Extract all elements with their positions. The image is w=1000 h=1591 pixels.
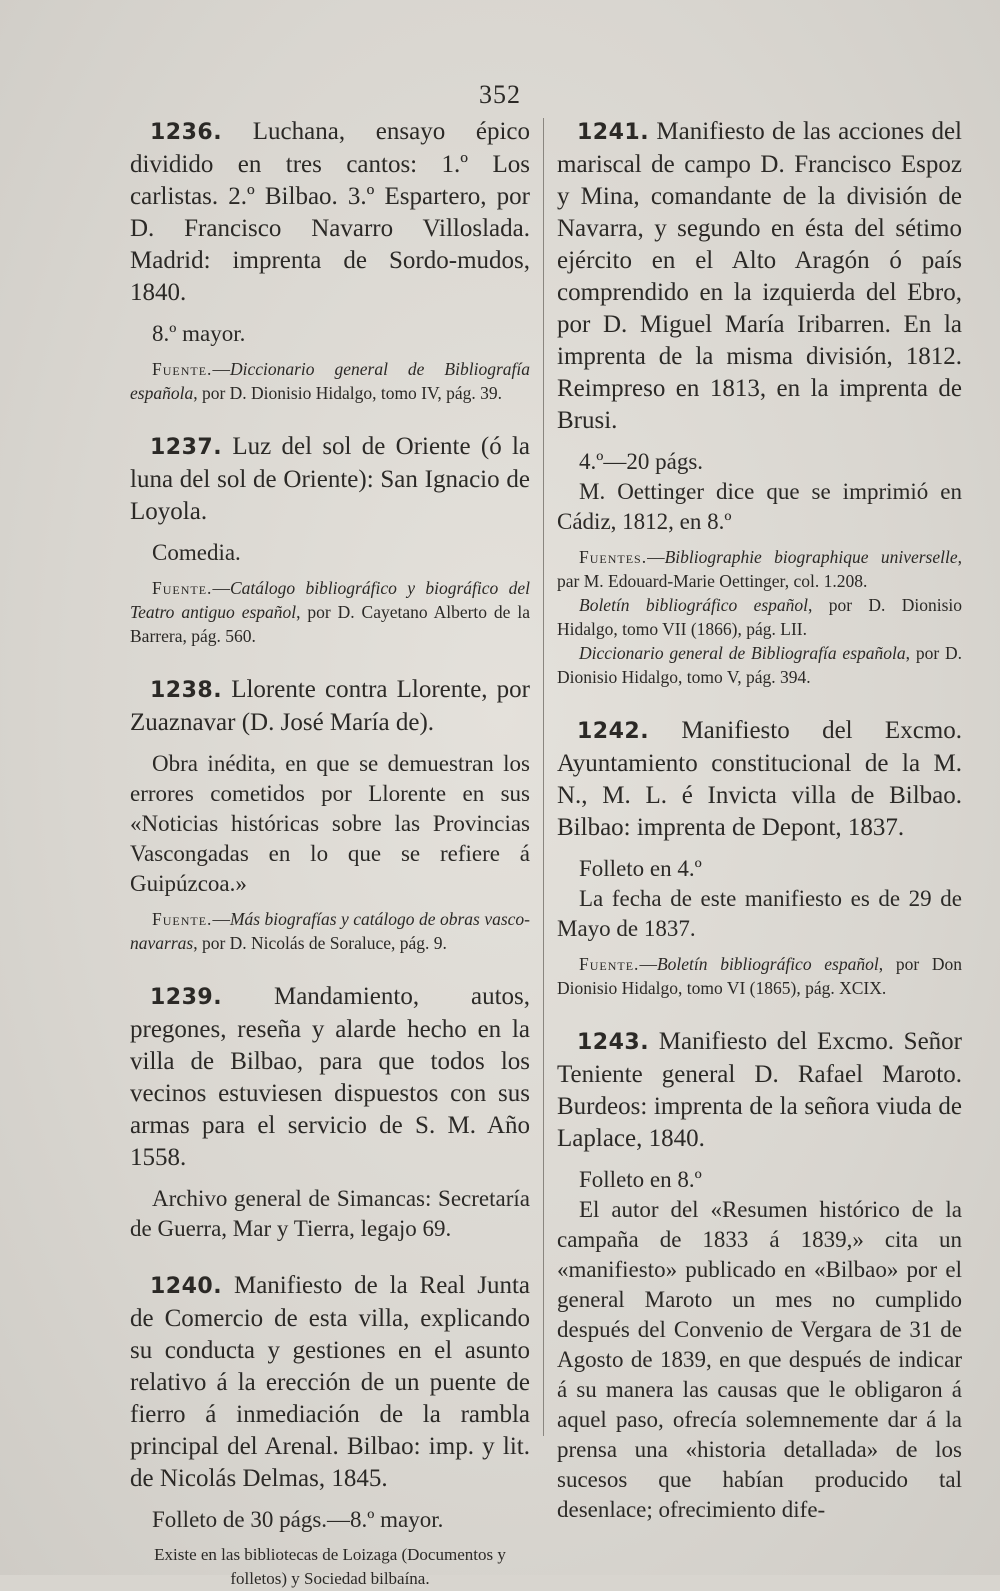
source-detail: , por D. Dionisio Hidalgo, tomo IV, pág. 39.	[193, 383, 503, 403]
entry-format: 4.º—20 págs.	[579, 449, 704, 474]
source-label: Fuente.	[152, 359, 213, 379]
entry-number: 1242.	[577, 719, 650, 744]
entry-source: Fuente.—Diccionario general de Bibliografía española, por D. Dionisio Hidalgo, tomo IV, pág. 39.	[130, 359, 530, 403]
entry-format: 8.º mayor.	[152, 321, 246, 346]
column-divider	[543, 118, 544, 1436]
entry-source	[557, 593, 962, 641]
entry-format: Folleto en 4.º	[579, 856, 702, 881]
source-detail: , por D. Dionisio Hidalgo, tomo VII (1866), pág. LII.	[557, 595, 963, 639]
entry-title: Manifiesto de las acciones del mariscal de campo D. Francisco Espoz y Mina, comandante de la división de Navarra, y segundo en ésta del sétimo ejército en el Alto Aragón ó país comprendido en la izquierda del Ebro, por D. Miguel María Iribarren. En la imprenta de la misma división, 1812. Reimpreso en 1813, en la imprenta de Brusi.	[557, 118, 962, 434]
entry-1239	[130, 981, 530, 1244]
entry-number: 1241.	[577, 120, 650, 145]
entry-title: Luz del sol de Oriente (ó la luna del sol de Oriente): San Ignacio de Loyola.	[130, 433, 531, 525]
entry-1238	[130, 674, 530, 955]
source-detail: , par M. Edouard-Marie Oettinger, col. 1.208.	[557, 547, 962, 591]
source-detail: , por D. Cayetano Alberto de la Barrera, pág. 560.	[130, 602, 530, 646]
entry-number: 1239.	[150, 985, 223, 1010]
entry-number: 1238.	[150, 678, 223, 703]
source-title: Boletín bibliográfico español	[656, 954, 879, 974]
entry-source: Fuente.—Más biografías y catálogo de obras vasco-navarras, por D. Nicolás de Soraluce, pág. 9.	[130, 909, 530, 953]
source-title: Diccionario general de Bibliografía española	[579, 643, 906, 663]
entry-1237	[130, 431, 530, 648]
entry-1242	[557, 715, 962, 1000]
entry-1240	[130, 1270, 530, 1591]
entry-note: Obra inédita, en que se demuestran los errores cometidos por Llorente en sus «Noticias históricas sobre las Provincias Vascongadas en lo que se refiere á Guipúzcoa.»	[130, 751, 530, 896]
entry-title: Manifiesto del Excmo. Ayuntamiento constitucional de la M. N., M. L. é Invicta villa de Bilbao. Bilbao: imprenta de Depont, 1837.	[557, 717, 962, 841]
entry-number: 1240.	[150, 1274, 223, 1299]
left-column	[130, 116, 530, 1591]
source-title: Catálogo bibliográfico y biográfico del Teatro antiguo español	[130, 578, 530, 622]
entry-note: M. Oettinger dice que se imprimió en Cádiz, 1812, en 8.º	[557, 479, 962, 534]
entry-title: Mandamiento, autos, pregones, reseña y alarde hecho en la villa de Bilbao, para que todos los vecinos estuviesen dispuestos con sus armas para el servicio de S. M. Año 1558.	[130, 983, 530, 1171]
entry-1243	[557, 1026, 962, 1525]
entry-number: 1243.	[577, 1030, 650, 1055]
source-label: Fuentes.	[579, 547, 648, 567]
entry-number: 1237.	[150, 435, 223, 460]
entry-title: Manifiesto del Excmo. Señor Teniente general D. Rafael Maroto. Burdeos: imprenta de la señora viuda de Laplace, 1840.	[557, 1028, 963, 1152]
entry-1236	[130, 116, 530, 405]
source-label: Fuente.	[152, 909, 213, 929]
entry-source: Fuentes.—Bibliographie biographique universelle, par M. Edouard-Marie Oettinger, col. 1.208.	[557, 547, 962, 591]
page-number: 352	[479, 80, 521, 109]
entry-format: Folleto de 30 págs.—8.º mayor.	[152, 1507, 444, 1532]
source-title: Diccionario general de Bibliografía española	[130, 359, 530, 403]
source-title: Más biografías y catálogo de obras vasco-navarras	[130, 909, 530, 953]
entry-1241	[557, 116, 962, 689]
entry-title: Manifiesto de la Real Junta de Comercio de esta villa, explicando su conducta y gestiones en el asunto relativo á la erección de un puente de fierro á inmediación de la rambla principal del Arenal. Bilbao: imp. y lit. de Nicolás Delmas, 1845.	[130, 1272, 530, 1492]
entry-format: Folleto en 8.º	[579, 1167, 702, 1192]
source-title: Boletín bibliográfico español	[579, 595, 809, 615]
source-title: Bibliographie biographique universelle	[664, 547, 958, 567]
entry-note: La fecha de este manifiesto es de 29 de Mayo de 1837.	[557, 886, 962, 941]
entry-note: Comedia.	[152, 540, 241, 565]
source-detail: , por D. Nicolás de Soraluce, pág. 9.	[193, 933, 447, 953]
source-label: Fuente.	[152, 578, 213, 598]
entry-note: El autor del «Resumen histórico de la campaña de 1833 á 1839,» cita un «manifiesto» publicado en «Bilbao» por el general Maroto un mes no cumplido después del Convenio de Vergara de 31 de Agosto de 1839, en que después de indicar á su manera las causas que le obligaron á aquel paso, ofrecía solemnemente dar á la prensa una «historia detallada» de los sucesos que habían producido tal desenlace; ofrecimiento dife-	[557, 1197, 962, 1522]
entry-note: Existe en las bibliotecas de Loizaga (Documentos y folletos) y Sociedad bilbaína.	[154, 1545, 506, 1588]
source-label: Fuente.	[579, 954, 640, 974]
entry-source: Fuente.—Boletín bibliográfico español, por Don Dionisio Hidalgo, tomo VI (1865), pág. XCIX.	[557, 954, 962, 998]
entry-source	[557, 641, 962, 689]
entry-title: Luchana, ensayo épico dividido en tres cantos: 1.º Los carlistas. 2.º Bilbao. 3.º Espartero, por D. Francisco Navarro Villoslada. Madrid: imprenta de Sordo-mudos, 1840.	[130, 118, 531, 306]
entry-number: 1236.	[150, 120, 223, 145]
entry-note: Archivo general de Simancas: Secretaría de Guerra, Mar y Tierra, legajo 69.	[130, 1186, 530, 1241]
entry-title: Llorente contra Llorente, por Zuaznavar (D. José María de).	[130, 676, 530, 736]
right-column	[557, 116, 962, 1525]
entry-source: Fuente.—Catálogo bibliográfico y biográfico del Teatro antiguo español, por D. Cayetano Alberto de la Barrera, pág. 560.	[130, 578, 530, 646]
source-detail: , por D. Dionisio Hidalgo, tomo V, pág. 394.	[557, 643, 963, 687]
source-detail: , por Don Dionisio Hidalgo, tomo VI (1865), pág. XCIX.	[557, 954, 962, 998]
